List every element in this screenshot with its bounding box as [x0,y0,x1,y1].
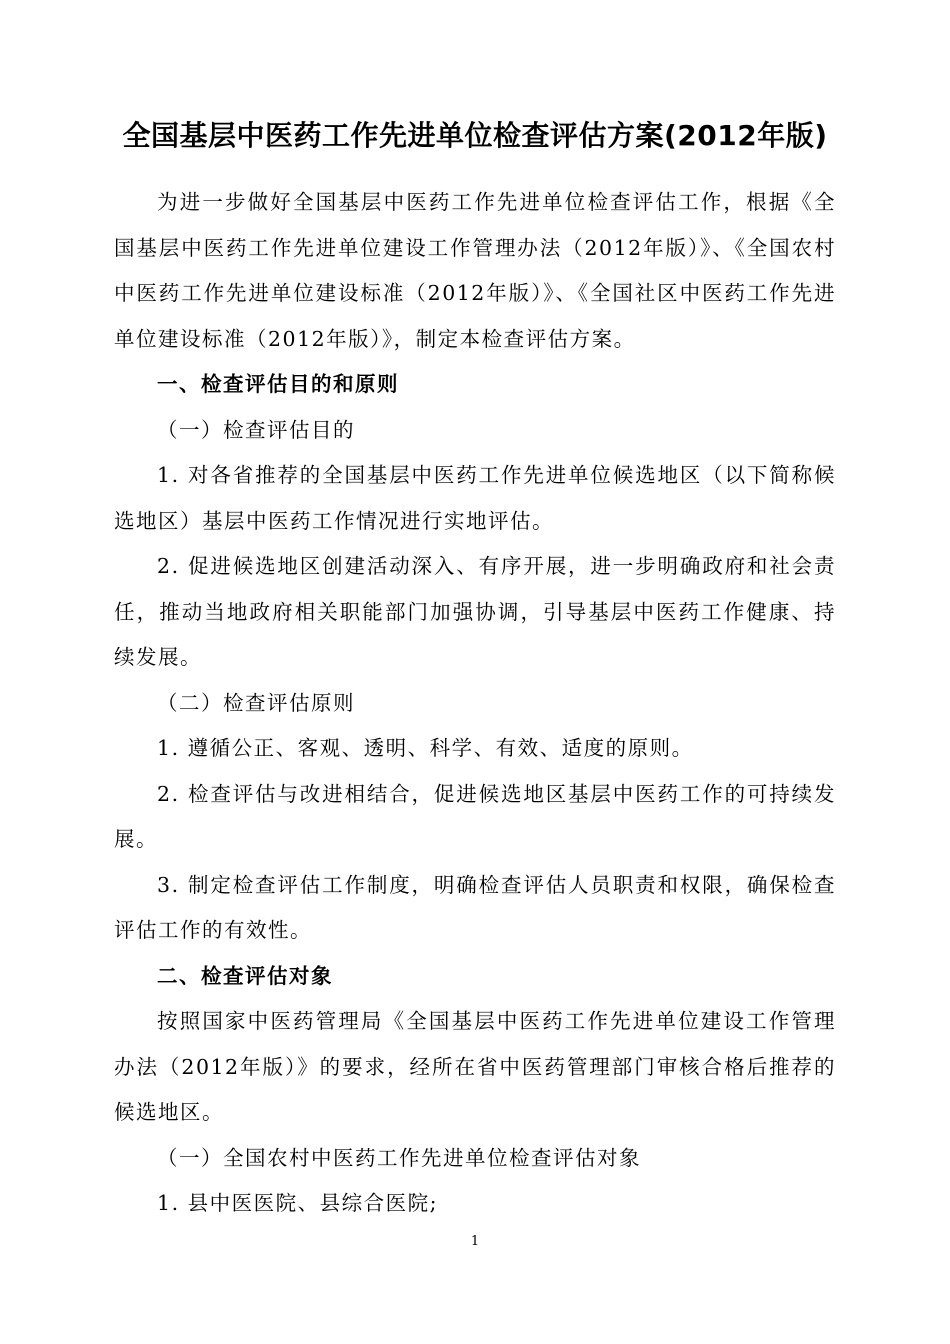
section-heading-1: 一、检查评估目的和原则 [157,372,400,396]
document-body [114,180,836,1227]
paragraph-item: 按照国家中医药管理局《全国基层中医药工作先进单位建设工作管理办法（2012年版）》的要求，经所在省中医药管理部门审核合格后推荐的候选地区。 [114,1009,836,1124]
paragraph-item: 2. 检查评估与改进相结合，促进候选地区基层中医药工作的可持续发展。 [114,781,836,851]
paragraph-item: 1. 遵循公正、客观、透明、科学、有效、适度的原则。 [157,736,694,760]
page-number: 1 [470,1234,480,1249]
subsection-heading-1-1: （一）检查评估目的 [157,417,356,442]
paragraph-item: 1. 对各省推荐的全国基层中医药工作先进单位候选地区（以下简称候选地区）基层中医药工作情况进行实地评估。 [114,463,836,533]
paragraph-item: 3. 制定检查评估工作制度，明确检查评估人员职责和权限，确保检查评估工作的有效性。 [114,872,836,942]
section-heading-2: 二、检查评估对象 [157,963,334,988]
intro-paragraph: 为进一步做好全国基层中医药工作先进单位检查评估工作，根据《全国基层中医药工作先进单位建设工作管理办法（2012年版）》、《全国农村中医药工作先进单位建设标准（2012年版）》、《全国社区中医药工作先进单位建设标准（2012年版）》，制定本检查评估方案。 [114,190,836,351]
subsection-heading-1-2: （二）检查评估原则 [157,690,356,715]
subsection-heading-2-1: （一）全国农村中医药工作先进单位检查评估对象 [157,1145,642,1170]
document-title: 全国基层中医药工作先进单位检查评估方案(2012年版) [122,119,828,152]
paragraph-item: 2. 促进候选地区创建活动深入、有序开展，进一步明确政府和社会责任，推动当地政府相关职能部门加强协调，引导基层中医药工作健康、持续发展。 [114,554,836,669]
paragraph-item: 1. 县中医医院、县综合医院; [157,1191,439,1215]
